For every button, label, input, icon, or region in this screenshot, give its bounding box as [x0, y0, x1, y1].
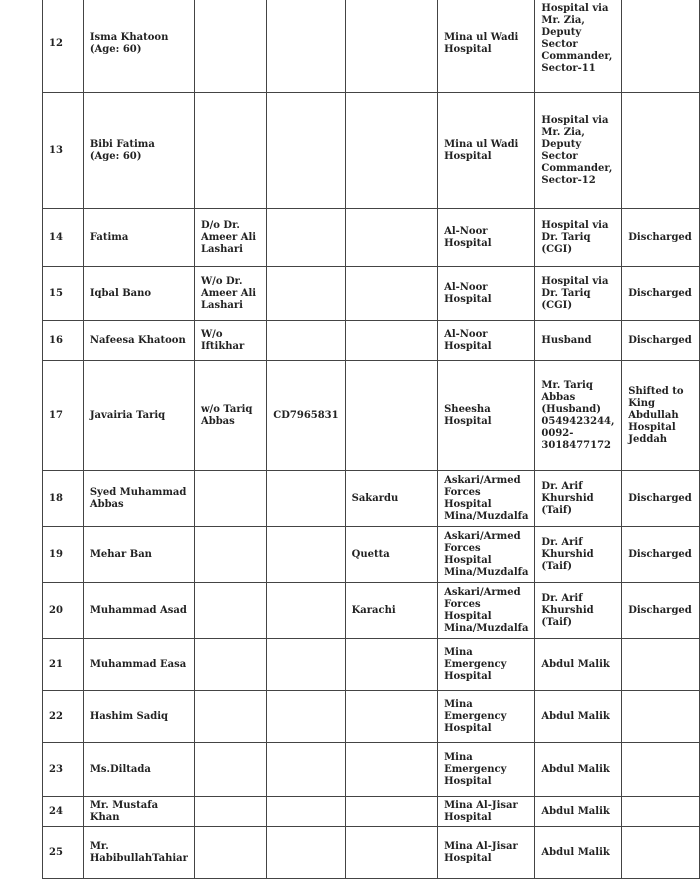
serial-number-cell: 23 [43, 743, 84, 797]
hospital-cell: Mina Emergency Hospital [438, 743, 535, 797]
passport-cell [267, 0, 345, 93]
hospital-cell: Mina ul Wadi Hospital [438, 93, 535, 209]
city-cell [345, 797, 437, 827]
patient-name-cell: Muhammad Easa [83, 639, 194, 691]
table-row [43, 93, 700, 209]
patients-table-body [43, 0, 700, 879]
contact-cell: Dr. Arif Khurshid (Taif) [535, 471, 622, 527]
city-cell [345, 691, 437, 743]
city-cell [345, 0, 437, 93]
contact-cell: Abdul Malik [535, 691, 622, 743]
serial-number-cell: 13 [43, 93, 84, 209]
contact-cell: Mr. Tariq Abbas (Husband) 0549423244, 0092- 3018477172 [535, 361, 622, 471]
patient-name-cell: Javairia Tariq [83, 361, 194, 471]
patient-name-cell: Mehar Ban [83, 527, 194, 583]
relation-cell [194, 471, 266, 527]
table-row [43, 361, 700, 471]
relation-cell [194, 827, 266, 879]
relation-cell: W/o Dr. Ameer Ali Lashari [194, 267, 266, 321]
contact-cell: Abdul Malik [535, 743, 622, 797]
table-row [43, 797, 700, 827]
passport-cell [267, 93, 345, 209]
hospital-cell: Mina Emergency Hospital [438, 639, 535, 691]
passport-cell [267, 583, 345, 639]
relation-cell [194, 743, 266, 797]
hospital-cell: Al-Noor Hospital [438, 267, 535, 321]
relation-cell [194, 797, 266, 827]
serial-number-cell: 16 [43, 321, 84, 361]
hospital-cell: Al-Noor Hospital [438, 321, 535, 361]
table-row [43, 827, 700, 879]
passport-cell [267, 639, 345, 691]
table-row [43, 691, 700, 743]
city-cell [345, 639, 437, 691]
passport-cell [267, 471, 345, 527]
relation-cell: W/o Iftikhar [194, 321, 266, 361]
relation-cell: D/o Dr. Ameer Ali Lashari [194, 209, 266, 267]
hospital-cell: Mina Emergency Hospital [438, 691, 535, 743]
status-cell [622, 0, 700, 93]
city-cell [345, 267, 437, 321]
status-cell [622, 827, 700, 879]
hospital-cell: Mina ul Wadi Hospital [438, 0, 535, 93]
contact-cell: Husband [535, 321, 622, 361]
status-cell: Discharged [622, 321, 700, 361]
serial-number-cell: 18 [43, 471, 84, 527]
serial-number-cell: 14 [43, 209, 84, 267]
passport-cell: CD7965831 [267, 361, 345, 471]
patient-name-cell: Mr. HabibullahTahiar [83, 827, 194, 879]
status-cell [622, 797, 700, 827]
patient-name-cell: Mr. Mustafa Khan [83, 797, 194, 827]
table-row [43, 527, 700, 583]
status-cell: Discharged [622, 527, 700, 583]
serial-number-cell: 22 [43, 691, 84, 743]
contact-cell: Hospital via Dr. Tariq (CGI) [535, 267, 622, 321]
hospital-cell: Askari/Armed Forces Hospital Mina/Muzdalfa [438, 583, 535, 639]
contact-cell: Dr. Arif Khurshid (Taif) [535, 583, 622, 639]
patient-name-cell: Muhammad Asad [83, 583, 194, 639]
patient-name-cell: Nafeesa Khatoon [83, 321, 194, 361]
status-cell [622, 743, 700, 797]
table-row [43, 743, 700, 797]
city-cell [345, 743, 437, 797]
serial-number-cell: 20 [43, 583, 84, 639]
serial-number-cell: 12 [43, 0, 84, 93]
hospital-cell: Sheesha Hospital [438, 361, 535, 471]
serial-number-cell: 24 [43, 797, 84, 827]
table-row [43, 321, 700, 361]
relation-cell: w/o Tariq Abbas [194, 361, 266, 471]
hospital-cell: Mina Al-Jisar Hospital [438, 797, 535, 827]
status-cell [622, 691, 700, 743]
serial-number-cell: 15 [43, 267, 84, 321]
passport-cell [267, 321, 345, 361]
passport-cell [267, 797, 345, 827]
hospital-cell: Mina Al-Jisar Hospital [438, 827, 535, 879]
status-cell: Discharged [622, 209, 700, 267]
table-row [43, 583, 700, 639]
status-cell: Discharged [622, 583, 700, 639]
city-cell: Karachi [345, 583, 437, 639]
passport-cell [267, 527, 345, 583]
patient-name-cell: Ms.Diltada [83, 743, 194, 797]
status-cell [622, 639, 700, 691]
table-row [43, 471, 700, 527]
patient-name-cell: Syed Muhammad Abbas [83, 471, 194, 527]
contact-cell: Hospital via Mr. Zia, Deputy Sector Commander, Sector-12 [535, 93, 622, 209]
city-cell: Sakardu [345, 471, 437, 527]
city-cell [345, 93, 437, 209]
patient-name-cell: Bibi Fatima (Age: 60) [83, 93, 194, 209]
patient-name-cell: Hashim Sadiq [83, 691, 194, 743]
passport-cell [267, 209, 345, 267]
passport-cell [267, 743, 345, 797]
relation-cell [194, 691, 266, 743]
patient-name-cell: Isma Khatoon (Age: 60) [83, 0, 194, 93]
city-cell: Quetta [345, 527, 437, 583]
relation-cell [194, 639, 266, 691]
table-row [43, 639, 700, 691]
contact-cell: Abdul Malik [535, 797, 622, 827]
table-row [43, 0, 700, 93]
city-cell [345, 361, 437, 471]
contact-cell: Abdul Malik [535, 639, 622, 691]
city-cell [345, 827, 437, 879]
passport-cell [267, 691, 345, 743]
serial-number-cell: 25 [43, 827, 84, 879]
contact-cell: Abdul Malik [535, 827, 622, 879]
contact-cell: Hospital via Dr. Tariq (CGI) [535, 209, 622, 267]
patients-table [42, 0, 700, 879]
contact-cell: Hospital via Mr. Zia, Deputy Sector Commander, Sector-11 [535, 0, 622, 93]
hospital-cell: Al-Noor Hospital [438, 209, 535, 267]
status-cell: Discharged [622, 471, 700, 527]
serial-number-cell: 21 [43, 639, 84, 691]
relation-cell [194, 0, 266, 93]
status-cell: Shifted to King Abdullah Hospital Jeddah [622, 361, 700, 471]
city-cell [345, 209, 437, 267]
status-cell: Discharged [622, 267, 700, 321]
serial-number-cell: 19 [43, 527, 84, 583]
serial-number-cell: 17 [43, 361, 84, 471]
patient-name-cell: Fatima [83, 209, 194, 267]
table-row [43, 267, 700, 321]
relation-cell [194, 583, 266, 639]
passport-cell [267, 267, 345, 321]
hospital-cell: Askari/Armed Forces Hospital Mina/Muzdalfa [438, 471, 535, 527]
status-cell [622, 93, 700, 209]
relation-cell [194, 93, 266, 209]
relation-cell [194, 527, 266, 583]
passport-cell [267, 827, 345, 879]
city-cell [345, 321, 437, 361]
hospital-cell: Askari/Armed Forces Hospital Mina/Muzdalfa [438, 527, 535, 583]
contact-cell: Dr. Arif Khurshid (Taif) [535, 527, 622, 583]
table-row [43, 209, 700, 267]
patient-name-cell: Iqbal Bano [83, 267, 194, 321]
